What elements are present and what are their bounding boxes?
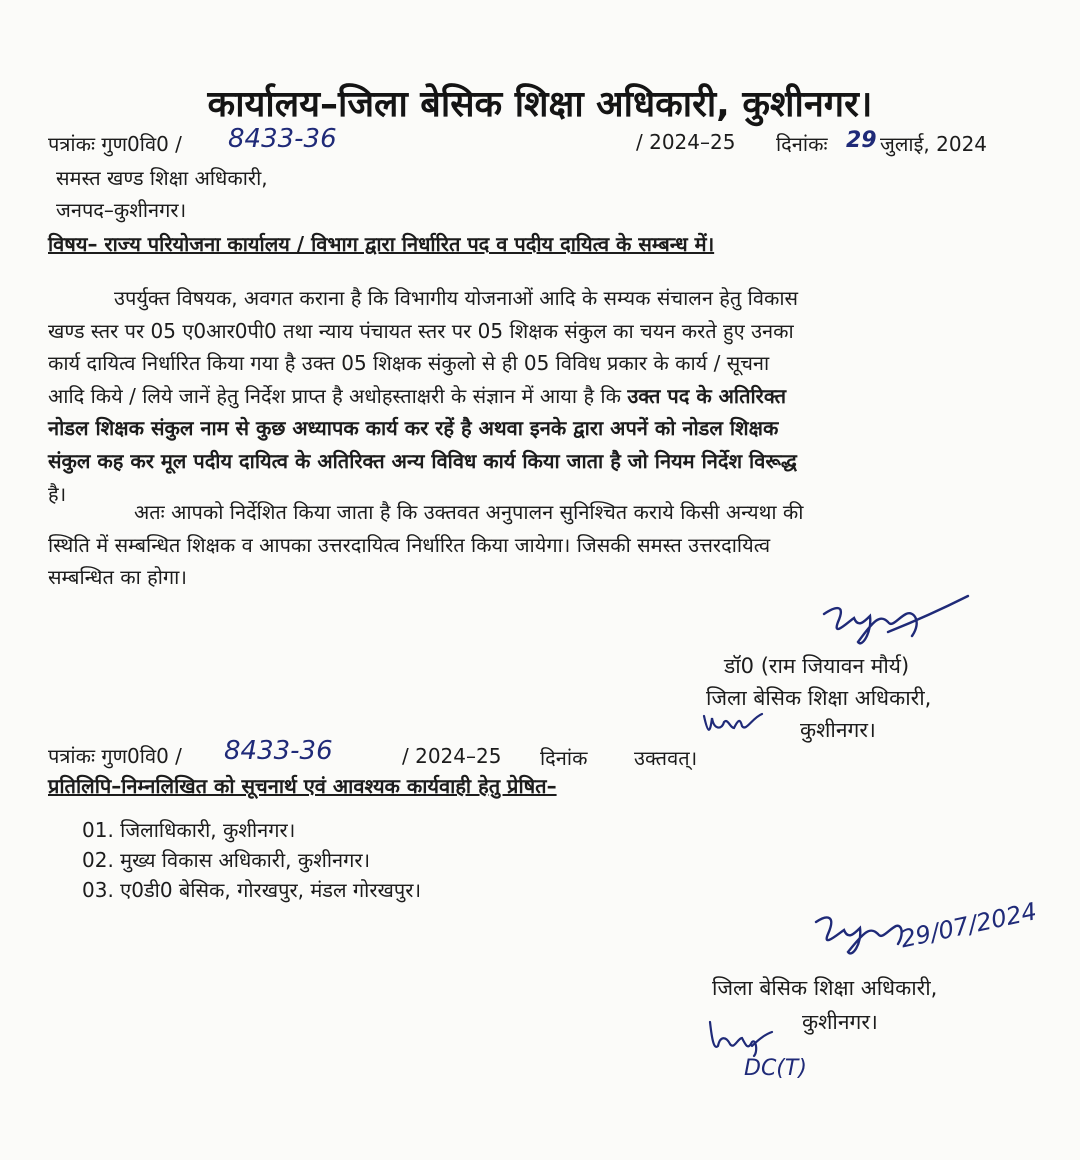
body-paragraph-1	[48, 282, 1036, 510]
copy-ref-number: 8433-36	[224, 736, 333, 766]
copy-list-item: 02. मुख्य विकास अधिकारी, कुशीनगर।	[82, 848, 371, 872]
copy-list-item: 01. जिलाधिकारी, कुशीनगर।	[82, 818, 296, 842]
copy-ref-year: / 2024–25	[402, 744, 502, 768]
para1-line-text: आदि किये / लिये जानें हेतु निर्देश प्राप्त है अधोहस्ताक्षरी के संज्ञान में आया है कि	[48, 383, 621, 408]
signature-2-icon	[812, 908, 908, 960]
copy-ref-date-value: उक्तवत्।	[634, 746, 698, 770]
para1-line: है।	[48, 481, 67, 506]
signature-2-date: 29/07/2024	[898, 897, 1040, 954]
initials-icon	[700, 708, 770, 738]
para1-line: नोडल शिक्षक संकुल नाम से कुछ अध्यापक कार्य कर रहें है अथवा इनके द्वारा अपनें को नोडल शिक्षक	[48, 416, 779, 441]
para1-line: संकुल कह कर मूल पदीय दायित्व के अतिरिक्त अन्य विविध कार्य किया जाता है जो नियम निर्देश विरूद्ध	[48, 448, 797, 473]
copy-ref-label: पत्रांकः गुण0वि0 /	[48, 744, 182, 768]
para1-line: खण्ड स्तर पर 05 ए0आर0पी0 तथा न्याय पंचायत स्तर पर 05 शिक्षक संकुल का चयन करते हुए उनका	[48, 318, 794, 343]
copy-header: प्रतिलिपि–निम्नलिखित को सूचनार्थ एवं आवश्यक कार्यवाही हेतु प्रेषित–	[48, 774, 557, 798]
para2-line: स्थिति में सम्बन्धित शिक्षक व आपका उत्तरदायित्व निर्धारित किया जायेगा। जिसकी समस्त उत्तरदायित्व	[48, 532, 771, 557]
ref-year: / 2024–25	[636, 130, 736, 154]
signature-1-icon	[818, 592, 978, 652]
para1-line	[48, 380, 1036, 413]
copy-list-item: 03. ए0डी0 बेसिक, गोरखपुर, मंडल गोरखपुर।	[82, 878, 422, 902]
ref-number: 8433-36	[228, 124, 337, 154]
copy-ref-date-label: दिनांक	[540, 746, 588, 770]
addressee-line-1: समस्त खण्ड शिक्षा अधिकारी,	[56, 166, 268, 190]
ref-date-rest: जुलाई, 2024	[880, 132, 988, 156]
subject-line: विषय– राज्य परियोजना कार्यालय / विभाग द्वारा निर्धारित पद व पदीय दायित्व के सम्बन्ध में।	[48, 232, 715, 256]
dc-note: DC(T)	[744, 1056, 807, 1081]
signatory-name: डॉ0 (राम जियावन मौर्य)	[724, 654, 910, 678]
para1-bold-tail: उक्त पद के अतिरिक्त	[627, 383, 786, 408]
initials-2-icon	[706, 1016, 776, 1056]
para1-line: कार्य दायित्व निर्धारित किया गया है उक्त 05 शिक्षक संकुलो से ही 05 विविध प्रकार के कार्य / सूचना	[48, 351, 770, 376]
signatory-designation: जिला बेसिक शिक्षा अधिकारी,	[706, 686, 932, 710]
para2-line: अतः आपको निर्देशित किया जाता है कि उक्तवत अनुपालन सुनिश्चित कराये किसी अन्यथा की	[134, 500, 804, 524]
office-title: कार्यालय–जिला बेसिक शिक्षा अधिकारी, कुशीनगर।	[207, 84, 873, 125]
signatory-2-place: कुशीनगर।	[802, 1010, 878, 1034]
body-paragraph-2	[48, 496, 1036, 594]
signatory-place: कुशीनगर।	[800, 718, 876, 742]
para1-line: उपर्युक्त विषयक, अवगत कराना है कि विभागीय योजनाओं आदि के सम्यक संचालन हेतु विकास	[114, 286, 799, 310]
ref-label: पत्रांकः गुण0वि0 /	[48, 132, 182, 156]
addressee-line-2: जनपद–कुशीनगर।	[56, 198, 187, 222]
ref-date-label: दिनांकः	[776, 132, 828, 156]
signatory-2-designation: जिला बेसिक शिक्षा अधिकारी,	[712, 976, 938, 1000]
para2-line: सम्बन्धित का होगा।	[48, 565, 187, 590]
ref-date-day: 29	[846, 128, 877, 153]
